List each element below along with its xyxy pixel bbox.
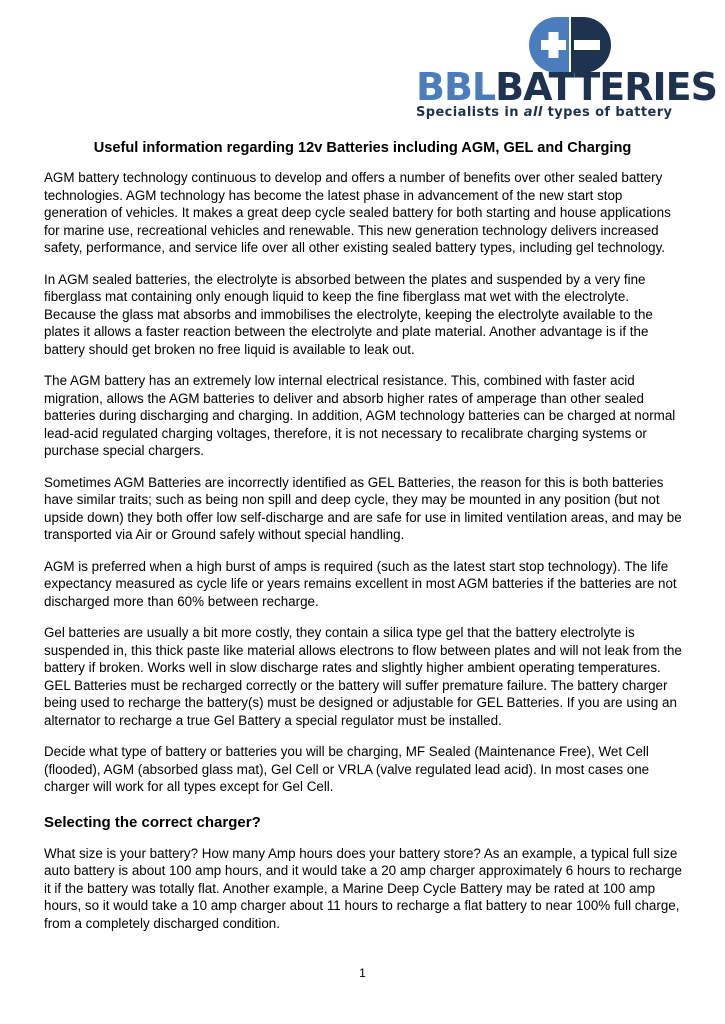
- logo-tagline-emphasis: all: [523, 105, 543, 120]
- paragraph-agm-preferred: AGM is preferred when a high burst of amps is required (such as the latest start stop technology). The life expectancy measured as cycle life or years remains excellent in most AGM batteries if the batteries are not discharged more than 60% between recharge.: [44, 558, 677, 609]
- logo-tagline: [416, 105, 673, 121]
- paragraph-charger-sizing: What size is your battery? How many Amp hours does your battery store? As an example, a typical full size auto battery is about 100 amp hours, and it would take a 20 amp charger approximately 6 hours to recharge it if the battery was totally flat. Another example, a Marine Deep Cycle Battery may be rated at 100 amp hours, so it would take a 10 amp charger about 11 hours to recharge a flat battery to near 100% full charge, from a completely discharged condition.: [44, 845, 682, 931]
- document-body: [44, 169, 684, 946]
- paragraph-agm-vs-gel: Sometimes AGM Batteries are incorrectly identified as GEL Batteries, the reason for this is both batteries have similar traits; such as being non spill and deep cycle, they may be mounted in any position (but not upside down) they both offer low self-discharge and are safe for use in limited ventilation areas, and may be transported via Air or Ground safely without special handling.: [44, 474, 682, 542]
- logo-tagline-start: Specialists in: [416, 105, 524, 120]
- paragraph-gel-batteries: Gel batteries are usually a bit more costly, they contain a silica type gel that the battery electrolyte is suspended in, this thick paste like material allows electrons to flow between plates and will not leak from the battery if broken. Works well in slow discharge rates and slightly higher ambient operating temperatures. GEL Batteries must be recharged correctly or the battery will suffer premature failure. The battery charger being used to recharge the battery(s) must be designed or adjustable for GEL Batteries. If you are using an alternator to recharge a true Gel Battery a special regulator must be installed.: [44, 625, 682, 728]
- logo-brand-bbl: BBL: [416, 65, 496, 109]
- logo-wordmark: [416, 65, 717, 109]
- logo-brand-batteries: BATTERIES: [495, 65, 717, 109]
- document-title: Useful information regarding 12v Batteries including AGM, GEL and Charging: [93, 140, 632, 156]
- page-number: 1: [359, 966, 366, 980]
- bbl-batteries-logo: [416, 16, 717, 124]
- paragraph-battery-types: Decide what type of battery or batteries you will be charging, MF Sealed (Maintenance Free), Wet Cell (flooded), AGM (absorbed glass mat), Gel Cell or VRLA (valve regulated lead acid). In most cases one charger will work for all types except for Gel Cell.: [44, 744, 650, 794]
- paragraph-agm-sealed-batteries: In AGM sealed batteries, the electrolyte is absorbed between the plates and suspended by a very fine fiberglass mat containing only enough liquid to keep the fine fiberglass mat wet with the electrolyte. Because the glass mat absorbs and immobilises the electrolyte, keeping the electrolyte available to the plates it allows a faster reaction between the electrolyte and plate material. Another advantage is if the battery should get broken no free liquid is available to leak out.: [44, 271, 653, 357]
- section-heading-selecting-charger: Selecting the correct charger?: [44, 813, 261, 831]
- logo-tagline-end: types of battery: [542, 105, 673, 120]
- paragraph-agm-resistance: The AGM battery has an extremely low internal electrical resistance. This, combined with faster acid migration, allows the AGM batteries to deliver and absorb higher rates of amperage than other sealed batteries during discharging and charging. In addition, AGM technology batteries can be charged at normal lead-acid regulated charging voltages, therefore, it is not necessary to recalibrate charging systems or purchase special chargers.: [44, 373, 676, 458]
- paragraph-agm-technology: AGM battery technology continuous to develop and offers a number of benefits over other sealed battery technologies. AGM technology has become the latest phase in advancement of the new start stop generation of vehicles. It makes a great deep cycle sealed battery for both starting and house applications for marine use, recreational vehicles and renewable. This new generation technology delivers increased safety, performance, and service life over all other existing sealed battery types, including gel technology.: [44, 170, 671, 255]
